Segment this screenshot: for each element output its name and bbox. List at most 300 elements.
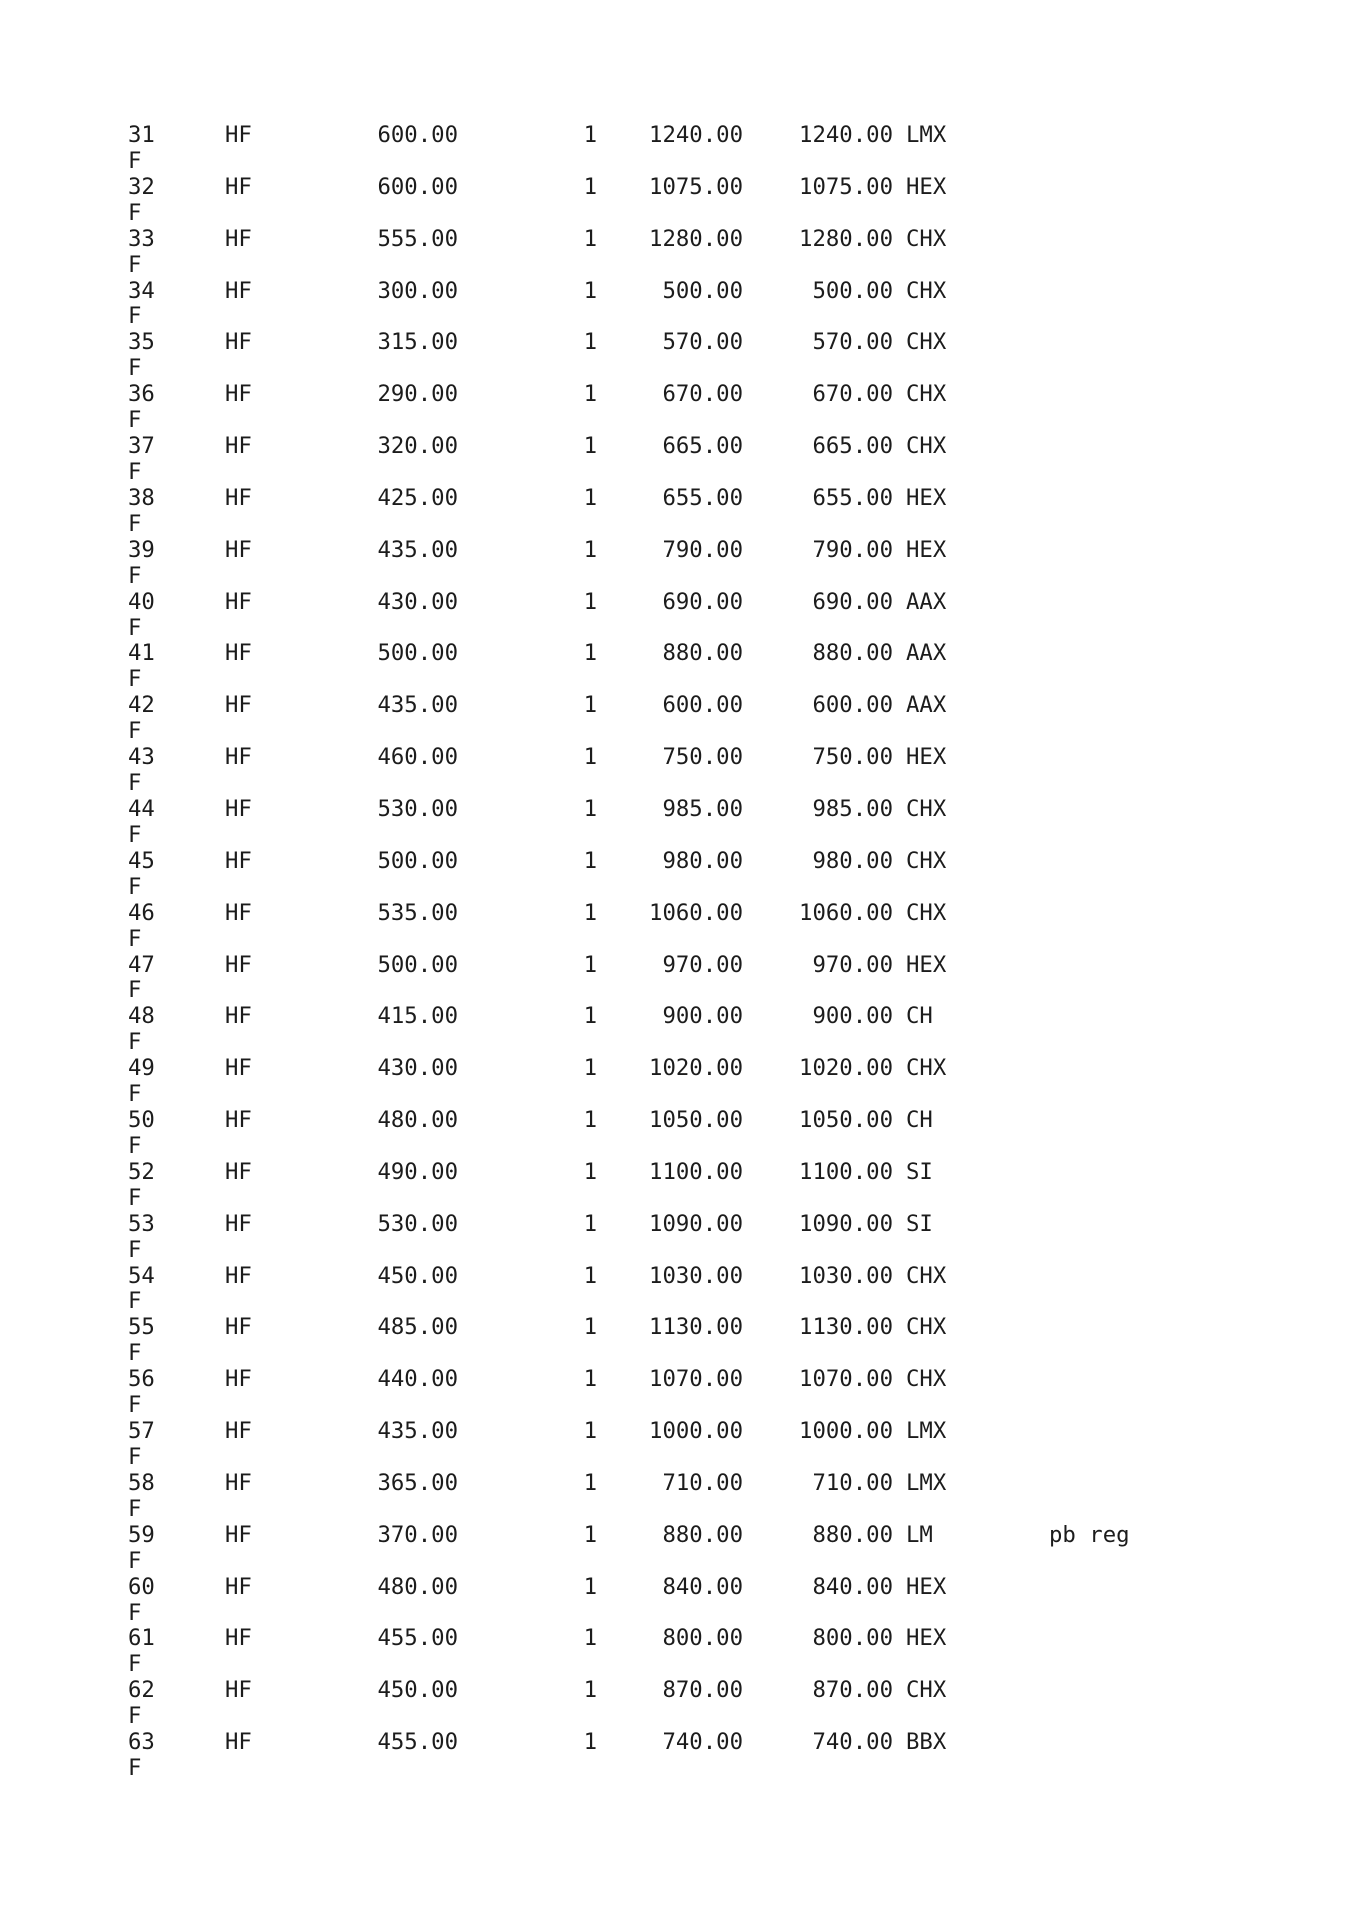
amount-cell: 870.00 xyxy=(662,1677,743,1704)
quantity-cell: 1 xyxy=(583,433,597,460)
amount-total-cell: 840.00 xyxy=(812,1573,893,1600)
type-cell: HF xyxy=(225,433,252,460)
amount-total-cell: 690.00 xyxy=(812,588,893,615)
quantity-cell: 1 xyxy=(583,588,597,615)
type-cell: HF xyxy=(225,951,252,978)
quantity-cell: 1 xyxy=(583,1677,597,1704)
table-row xyxy=(0,1367,1357,1419)
type-cell: HF xyxy=(225,1418,252,1445)
line-number-cell: 41 xyxy=(128,640,155,667)
type-cell: HF xyxy=(225,1107,252,1134)
code-cell: HEX xyxy=(906,744,947,771)
amount-cell: 570.00 xyxy=(662,329,743,356)
type-cell: HF xyxy=(225,1469,252,1496)
record-flag-line xyxy=(0,512,1357,538)
price-cell: 370.00 xyxy=(377,1521,458,1548)
price-cell: 500.00 xyxy=(377,847,458,874)
type-cell: HF xyxy=(225,1729,252,1756)
type-cell: HF xyxy=(225,225,252,252)
continuation-flag-cell: F xyxy=(128,355,142,382)
record-flag-line xyxy=(0,927,1357,953)
continuation-flag-cell: F xyxy=(128,925,142,952)
amount-cell: 790.00 xyxy=(662,536,743,563)
record-flag-line xyxy=(0,875,1357,901)
amount-cell: 1070.00 xyxy=(649,1366,743,1393)
table-row xyxy=(0,227,1357,279)
price-cell: 535.00 xyxy=(377,899,458,926)
table-row xyxy=(0,279,1357,331)
line-number-cell: 62 xyxy=(128,1677,155,1704)
amount-cell: 1060.00 xyxy=(649,899,743,926)
line-number-cell: 55 xyxy=(128,1314,155,1341)
code-cell: AAX xyxy=(906,640,947,667)
quantity-cell: 1 xyxy=(583,1262,597,1289)
line-number-cell: 54 xyxy=(128,1262,155,1289)
price-cell: 530.00 xyxy=(377,795,458,822)
code-cell: AAX xyxy=(906,692,947,719)
type-cell: HF xyxy=(225,1210,252,1237)
quantity-cell: 1 xyxy=(583,1366,597,1393)
price-cell: 455.00 xyxy=(377,1729,458,1756)
record-data-line xyxy=(0,175,1357,201)
line-number-cell: 47 xyxy=(128,951,155,978)
code-cell: CHX xyxy=(906,1677,947,1704)
record-flag-line xyxy=(0,1082,1357,1108)
continuation-flag-cell: F xyxy=(128,666,142,693)
code-cell: CHX xyxy=(906,381,947,408)
record-flag-line xyxy=(0,1186,1357,1212)
line-number-cell: 58 xyxy=(128,1469,155,1496)
table-row xyxy=(0,175,1357,227)
line-number-cell: 61 xyxy=(128,1625,155,1652)
table-row xyxy=(0,797,1357,849)
amount-total-cell: 1075.00 xyxy=(799,173,893,200)
line-number-cell: 38 xyxy=(128,484,155,511)
record-flag-line xyxy=(0,460,1357,486)
code-cell: CHX xyxy=(906,899,947,926)
table-row xyxy=(0,745,1357,797)
line-number-cell: 32 xyxy=(128,173,155,200)
line-number-cell: 40 xyxy=(128,588,155,615)
line-number-cell: 50 xyxy=(128,1107,155,1134)
amount-cell: 1000.00 xyxy=(649,1418,743,1445)
quantity-cell: 1 xyxy=(583,1573,597,1600)
record-data-line xyxy=(0,745,1357,771)
table-row xyxy=(0,486,1357,538)
record-data-line xyxy=(0,434,1357,460)
record-data-line xyxy=(0,590,1357,616)
code-cell: LM xyxy=(906,1521,933,1548)
record-data-line xyxy=(0,1004,1357,1030)
code-cell: HEX xyxy=(906,1625,947,1652)
amount-cell: 710.00 xyxy=(662,1469,743,1496)
continuation-flag-cell: F xyxy=(128,977,142,1004)
quantity-cell: 1 xyxy=(583,1418,597,1445)
record-data-line xyxy=(0,1471,1357,1497)
amount-total-cell: 750.00 xyxy=(812,744,893,771)
quantity-cell: 1 xyxy=(583,951,597,978)
record-flag-line xyxy=(0,1549,1357,1575)
record-data-line xyxy=(0,1419,1357,1445)
price-cell: 500.00 xyxy=(377,640,458,667)
record-data-line xyxy=(0,1367,1357,1393)
type-cell: HF xyxy=(225,1521,252,1548)
amount-cell: 880.00 xyxy=(662,1521,743,1548)
table-row xyxy=(0,641,1357,693)
record-data-line xyxy=(0,1575,1357,1601)
quantity-cell: 1 xyxy=(583,1158,597,1185)
code-cell: AAX xyxy=(906,588,947,615)
table-row xyxy=(0,1575,1357,1627)
table-row xyxy=(0,901,1357,953)
price-cell: 315.00 xyxy=(377,329,458,356)
code-cell: CH xyxy=(906,1107,933,1134)
record-flag-line xyxy=(0,771,1357,797)
amount-cell: 880.00 xyxy=(662,640,743,667)
continuation-flag-cell: F xyxy=(128,562,142,589)
price-cell: 450.00 xyxy=(377,1262,458,1289)
price-cell: 440.00 xyxy=(377,1366,458,1393)
record-data-line xyxy=(0,279,1357,305)
quantity-cell: 1 xyxy=(583,1469,597,1496)
amount-cell: 740.00 xyxy=(662,1729,743,1756)
amount-total-cell: 985.00 xyxy=(812,795,893,822)
record-flag-line xyxy=(0,356,1357,382)
amount-total-cell: 670.00 xyxy=(812,381,893,408)
record-flag-line xyxy=(0,253,1357,279)
quantity-cell: 1 xyxy=(583,1210,597,1237)
continuation-flag-cell: F xyxy=(128,1495,142,1522)
amount-cell: 900.00 xyxy=(662,1003,743,1030)
record-flag-line xyxy=(0,616,1357,642)
price-cell: 300.00 xyxy=(377,277,458,304)
continuation-flag-cell: F xyxy=(128,1184,142,1211)
amount-cell: 1280.00 xyxy=(649,225,743,252)
amount-total-cell: 870.00 xyxy=(812,1677,893,1704)
table-row xyxy=(0,1315,1357,1367)
code-cell: HEX xyxy=(906,536,947,563)
quantity-cell: 1 xyxy=(583,277,597,304)
quantity-cell: 1 xyxy=(583,899,597,926)
amount-total-cell: 1090.00 xyxy=(799,1210,893,1237)
code-cell: CHX xyxy=(906,329,947,356)
record-flag-line xyxy=(0,1238,1357,1264)
line-number-cell: 57 xyxy=(128,1418,155,1445)
amount-total-cell: 1030.00 xyxy=(799,1262,893,1289)
price-cell: 415.00 xyxy=(377,1003,458,1030)
continuation-flag-cell: F xyxy=(128,1444,142,1471)
continuation-flag-cell: F xyxy=(128,199,142,226)
table-row xyxy=(0,590,1357,642)
continuation-flag-cell: F xyxy=(128,1651,142,1678)
type-cell: HF xyxy=(225,277,252,304)
line-number-cell: 49 xyxy=(128,1055,155,1082)
type-cell: HF xyxy=(225,795,252,822)
line-number-cell: 37 xyxy=(128,433,155,460)
amount-cell: 750.00 xyxy=(662,744,743,771)
line-number-cell: 45 xyxy=(128,847,155,874)
amount-cell: 500.00 xyxy=(662,277,743,304)
record-flag-line xyxy=(0,408,1357,434)
record-flag-line xyxy=(0,1652,1357,1678)
amount-cell: 1075.00 xyxy=(649,173,743,200)
type-cell: HF xyxy=(225,484,252,511)
code-cell: HEX xyxy=(906,951,947,978)
amount-total-cell: 1240.00 xyxy=(799,122,893,148)
type-cell: HF xyxy=(225,1055,252,1082)
record-flag-line xyxy=(0,978,1357,1004)
record-flag-line xyxy=(0,1497,1357,1523)
record-data-line xyxy=(0,1160,1357,1186)
record-data-line xyxy=(0,330,1357,356)
amount-total-cell: 1000.00 xyxy=(799,1418,893,1445)
amount-cell: 800.00 xyxy=(662,1625,743,1652)
code-cell: SI xyxy=(906,1210,933,1237)
table-row xyxy=(0,953,1357,1005)
record-flag-line xyxy=(0,1341,1357,1367)
quantity-cell: 1 xyxy=(583,1003,597,1030)
line-number-cell: 39 xyxy=(128,536,155,563)
record-flag-line xyxy=(0,1289,1357,1315)
quantity-cell: 1 xyxy=(583,795,597,822)
table-row xyxy=(0,1056,1357,1108)
line-number-cell: 36 xyxy=(128,381,155,408)
amount-total-cell: 655.00 xyxy=(812,484,893,511)
continuation-flag-cell: F xyxy=(128,770,142,797)
continuation-flag-cell: F xyxy=(128,1081,142,1108)
type-cell: HF xyxy=(225,744,252,771)
amount-cell: 665.00 xyxy=(662,433,743,460)
code-cell: SI xyxy=(906,1158,933,1185)
price-cell: 435.00 xyxy=(377,536,458,563)
price-cell: 450.00 xyxy=(377,1677,458,1704)
price-cell: 365.00 xyxy=(377,1469,458,1496)
price-cell: 480.00 xyxy=(377,1573,458,1600)
price-cell: 600.00 xyxy=(377,122,458,148)
code-cell: CHX xyxy=(906,795,947,822)
amount-cell: 1100.00 xyxy=(649,1158,743,1185)
code-cell: LMX xyxy=(906,1469,947,1496)
record-flag-line xyxy=(0,667,1357,693)
type-cell: HF xyxy=(225,1262,252,1289)
continuation-flag-cell: F xyxy=(128,873,142,900)
line-number-cell: 48 xyxy=(128,1003,155,1030)
quantity-cell: 1 xyxy=(583,225,597,252)
continuation-flag-cell: F xyxy=(128,1703,142,1730)
code-cell: CHX xyxy=(906,1366,947,1393)
line-number-cell: 63 xyxy=(128,1729,155,1756)
type-cell: HF xyxy=(225,1314,252,1341)
continuation-flag-cell: F xyxy=(128,251,142,278)
record-data-line xyxy=(0,901,1357,927)
continuation-flag-cell: F xyxy=(128,1132,142,1159)
line-number-cell: 46 xyxy=(128,899,155,926)
table-row xyxy=(0,1160,1357,1212)
line-number-cell: 53 xyxy=(128,1210,155,1237)
line-number-cell: 31 xyxy=(128,122,155,148)
continuation-flag-cell: F xyxy=(128,1755,142,1782)
amount-cell: 1130.00 xyxy=(649,1314,743,1341)
amount-cell: 1050.00 xyxy=(649,1107,743,1134)
amount-total-cell: 500.00 xyxy=(812,277,893,304)
quantity-cell: 1 xyxy=(583,640,597,667)
continuation-flag-cell: F xyxy=(128,1547,142,1574)
code-cell: CHX xyxy=(906,225,947,252)
code-cell: HEX xyxy=(906,484,947,511)
amount-total-cell: 1280.00 xyxy=(799,225,893,252)
amount-total-cell: 880.00 xyxy=(812,640,893,667)
record-data-line xyxy=(0,382,1357,408)
code-cell: LMX xyxy=(906,122,947,148)
amount-total-cell: 980.00 xyxy=(812,847,893,874)
type-cell: HF xyxy=(225,536,252,563)
amount-total-cell: 1130.00 xyxy=(799,1314,893,1341)
type-cell: HF xyxy=(225,1573,252,1600)
continuation-flag-cell: F xyxy=(128,718,142,745)
record-flag-line xyxy=(0,1601,1357,1627)
table-row xyxy=(0,1108,1357,1160)
quantity-cell: 1 xyxy=(583,536,597,563)
record-flag-line xyxy=(0,1756,1357,1782)
amount-cell: 690.00 xyxy=(662,588,743,615)
price-cell: 430.00 xyxy=(377,1055,458,1082)
type-cell: HF xyxy=(225,1625,252,1652)
record-data-line xyxy=(0,693,1357,719)
quantity-cell: 1 xyxy=(583,1107,597,1134)
type-cell: HF xyxy=(225,1677,252,1704)
continuation-flag-cell: F xyxy=(128,1340,142,1367)
table-row xyxy=(0,382,1357,434)
price-cell: 485.00 xyxy=(377,1314,458,1341)
record-flag-line xyxy=(0,1445,1357,1471)
price-cell: 455.00 xyxy=(377,1625,458,1652)
price-cell: 555.00 xyxy=(377,225,458,252)
amount-total-cell: 710.00 xyxy=(812,1469,893,1496)
continuation-flag-cell: F xyxy=(128,1288,142,1315)
amount-cell: 980.00 xyxy=(662,847,743,874)
line-number-cell: 43 xyxy=(128,744,155,771)
amount-cell: 600.00 xyxy=(662,692,743,719)
continuation-flag-cell: F xyxy=(128,303,142,330)
amount-total-cell: 1050.00 xyxy=(799,1107,893,1134)
continuation-flag-cell: F xyxy=(128,407,142,434)
code-cell: CHX xyxy=(906,1055,947,1082)
price-cell: 435.00 xyxy=(377,692,458,719)
record-data-line xyxy=(0,1264,1357,1290)
line-number-cell: 56 xyxy=(128,1366,155,1393)
record-data-line xyxy=(0,641,1357,667)
price-cell: 425.00 xyxy=(377,484,458,511)
code-cell: CHX xyxy=(906,1314,947,1341)
record-flag-line xyxy=(0,719,1357,745)
code-cell: CH xyxy=(906,1003,933,1030)
amount-total-cell: 970.00 xyxy=(812,951,893,978)
table-row xyxy=(0,1471,1357,1523)
line-number-cell: 34 xyxy=(128,277,155,304)
type-cell: HF xyxy=(225,1158,252,1185)
price-cell: 290.00 xyxy=(377,381,458,408)
amount-cell: 655.00 xyxy=(662,484,743,511)
type-cell: HF xyxy=(225,899,252,926)
record-flag-line xyxy=(0,823,1357,849)
line-number-cell: 60 xyxy=(128,1573,155,1600)
record-data-line xyxy=(0,1626,1357,1652)
record-data-line xyxy=(0,1678,1357,1704)
price-cell: 435.00 xyxy=(377,1418,458,1445)
code-cell: HEX xyxy=(906,1573,947,1600)
record-flag-line xyxy=(0,1393,1357,1419)
table-row xyxy=(0,1523,1357,1575)
amount-total-cell: 740.00 xyxy=(812,1729,893,1756)
continuation-flag-cell: F xyxy=(128,510,142,537)
amount-cell: 840.00 xyxy=(662,1573,743,1600)
amount-total-cell: 665.00 xyxy=(812,433,893,460)
quantity-cell: 1 xyxy=(583,1055,597,1082)
quantity-cell: 1 xyxy=(583,381,597,408)
type-cell: HF xyxy=(225,640,252,667)
type-cell: HF xyxy=(225,173,252,200)
code-cell: CHX xyxy=(906,433,947,460)
record-data-line xyxy=(0,227,1357,253)
quantity-cell: 1 xyxy=(583,744,597,771)
price-cell: 430.00 xyxy=(377,588,458,615)
record-data-line xyxy=(0,849,1357,875)
quantity-cell: 1 xyxy=(583,329,597,356)
record-data-line xyxy=(0,1523,1357,1549)
amount-total-cell: 800.00 xyxy=(812,1625,893,1652)
code-cell: CHX xyxy=(906,847,947,874)
record-data-line xyxy=(0,538,1357,564)
quantity-cell: 1 xyxy=(583,173,597,200)
amount-total-cell: 790.00 xyxy=(812,536,893,563)
amount-total-cell: 1100.00 xyxy=(799,1158,893,1185)
amount-cell: 970.00 xyxy=(662,951,743,978)
price-cell: 460.00 xyxy=(377,744,458,771)
amount-total-cell: 1020.00 xyxy=(799,1055,893,1082)
price-cell: 480.00 xyxy=(377,1107,458,1134)
record-flag-line xyxy=(0,149,1357,175)
table-row xyxy=(0,1264,1357,1316)
price-cell: 500.00 xyxy=(377,951,458,978)
record-flag-line xyxy=(0,564,1357,590)
continuation-flag-cell: F xyxy=(128,147,142,174)
record-data-line xyxy=(0,1108,1357,1134)
amount-cell: 1090.00 xyxy=(649,1210,743,1237)
record-flag-line xyxy=(0,304,1357,330)
quantity-cell: 1 xyxy=(583,122,597,148)
table-row xyxy=(0,123,1357,175)
line-number-cell: 42 xyxy=(128,692,155,719)
code-cell: CHX xyxy=(906,277,947,304)
price-cell: 600.00 xyxy=(377,173,458,200)
amount-cell: 1240.00 xyxy=(649,122,743,148)
type-cell: HF xyxy=(225,381,252,408)
quantity-cell: 1 xyxy=(583,1314,597,1341)
continuation-flag-cell: F xyxy=(128,458,142,485)
type-cell: HF xyxy=(225,1366,252,1393)
record-flag-line xyxy=(0,1030,1357,1056)
code-cell: LMX xyxy=(906,1418,947,1445)
record-flag-line xyxy=(0,1704,1357,1730)
line-number-cell: 44 xyxy=(128,795,155,822)
table-row xyxy=(0,1678,1357,1730)
price-cell: 320.00 xyxy=(377,433,458,460)
record-data-line xyxy=(0,1730,1357,1756)
record-data-line xyxy=(0,1056,1357,1082)
type-cell: HF xyxy=(225,1003,252,1030)
table-row xyxy=(0,538,1357,590)
record-data-line xyxy=(0,797,1357,823)
